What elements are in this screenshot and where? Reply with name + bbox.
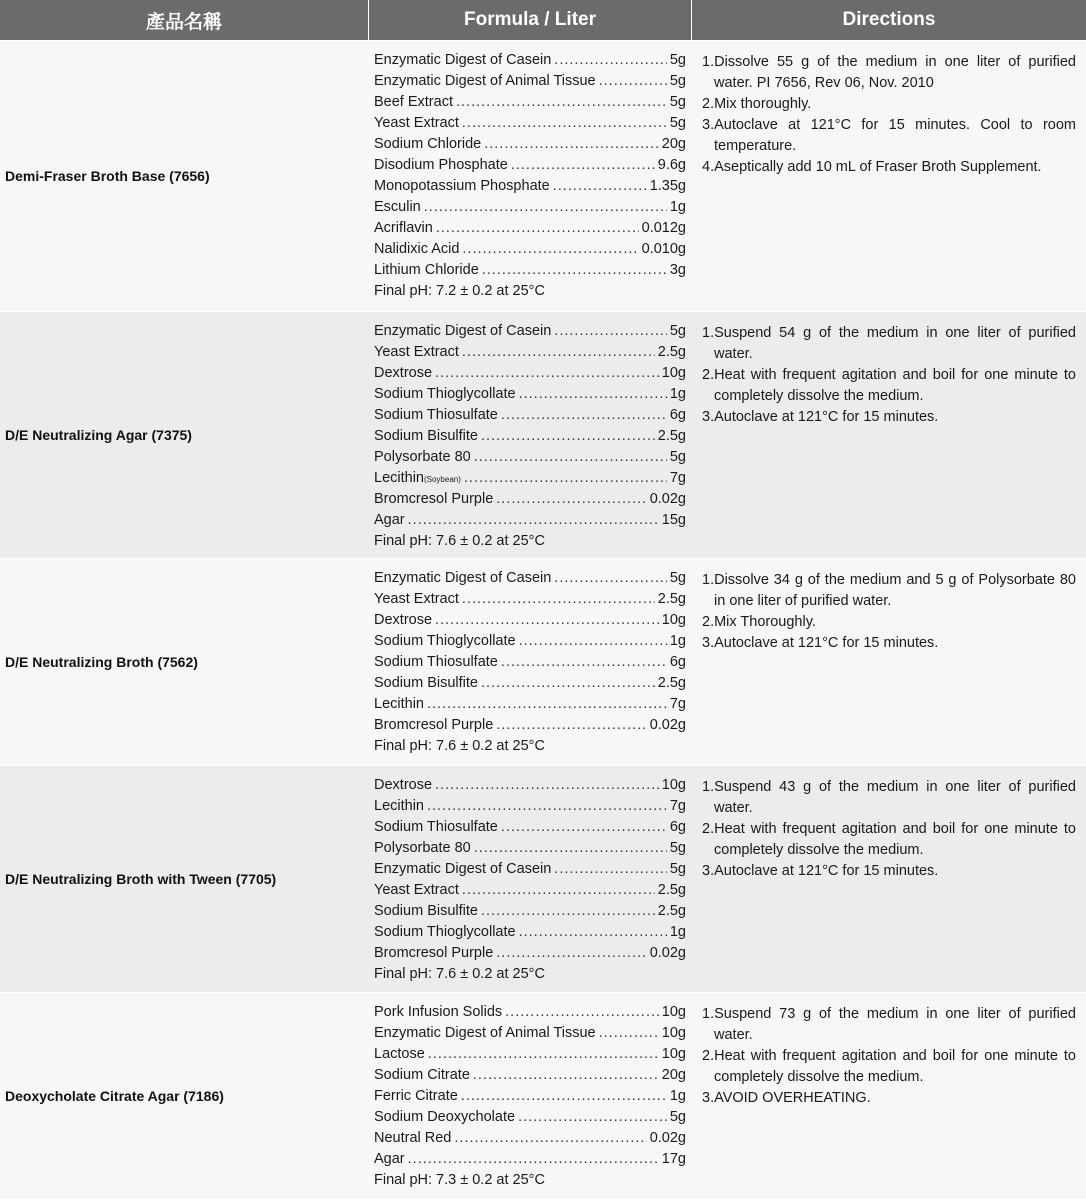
directions-list	[692, 312, 1086, 558]
ingredient-amount: 2.5g	[657, 675, 686, 691]
ingredient-name: Sodium Chloride	[374, 136, 482, 152]
formula-item	[374, 323, 686, 344]
ingredient-name: Esculin	[374, 199, 421, 215]
ingredient-name: Lactose	[374, 1046, 425, 1062]
formula-item	[374, 882, 686, 903]
ingredient-name: Lecithin(Soybean)	[374, 470, 461, 486]
ingredient-name: Lecithin	[374, 696, 424, 712]
direction-step: 3.Autoclave at 121°C for 15 minutes.	[702, 409, 939, 425]
table-row	[0, 559, 1086, 766]
ingredient-name: Enzymatic Digest of Casein	[374, 323, 552, 339]
formula-item	[374, 819, 686, 840]
ingredient-name: Yeast Extract	[374, 882, 459, 898]
formula-item	[374, 903, 686, 924]
formula-item	[374, 241, 686, 262]
ingredient-amount: 5g	[669, 323, 686, 339]
final-ph: Final pH: 7.2 ± 0.2 at 25°C	[374, 283, 545, 299]
formula-item	[374, 591, 686, 612]
ingredient-amount: 5g	[669, 840, 686, 856]
formula-item	[374, 1067, 686, 1088]
dot-leader	[481, 428, 655, 444]
direction-step: 3.Autoclave at 121°C for 15 minutes. Cool to room temperature.	[702, 117, 1076, 154]
ingredient-amount: 1g	[669, 386, 686, 402]
ingredient-amount: 0.02g	[649, 491, 686, 507]
formula-item	[374, 491, 686, 512]
ingredient-amount: 1.35g	[649, 178, 686, 194]
dot-leader	[518, 1109, 667, 1125]
dot-leader	[553, 178, 647, 194]
ingredient-name: Monopotassium Phosphate	[374, 178, 550, 194]
dot-leader	[474, 840, 667, 856]
formula-item	[374, 777, 686, 798]
ingredient-amount: 7g	[669, 798, 686, 814]
table-row	[0, 41, 1086, 312]
formula-item	[374, 924, 686, 945]
ingredient-amount: 5g	[669, 861, 686, 877]
ingredient-name: Sodium Thioglycollate	[374, 924, 516, 940]
dot-leader	[462, 115, 667, 131]
ingredient-name: Pork Infusion Solids	[374, 1004, 503, 1020]
formula-item	[374, 157, 686, 178]
dot-leader	[554, 52, 667, 68]
formula-item	[374, 1046, 686, 1067]
formula-item	[374, 1109, 686, 1130]
table-body	[0, 41, 1086, 1200]
ingredient-amount: 5g	[669, 115, 686, 131]
direction-step: 2.Mix Thoroughly.	[702, 614, 816, 630]
direction-step: 2.Heat with frequent agitation and boil for one minute to completely dissolve the medium.	[702, 1048, 1076, 1085]
dot-leader	[462, 591, 655, 607]
direction-step: 1.Suspend 43 g of the medium in one liter of purified water.	[702, 779, 1076, 816]
formula-item	[374, 945, 686, 966]
ingredient-amount: 5g	[669, 52, 686, 68]
ingredient-name: Enzymatic Digest of Casein	[374, 570, 552, 586]
ingredient-name: Bromcresol Purple	[374, 717, 494, 733]
ingredient-amount: 2.5g	[657, 903, 686, 919]
formula-item	[374, 633, 686, 654]
formula-item	[374, 220, 686, 241]
dot-leader	[408, 512, 659, 528]
ingredient-name: Agar	[374, 1151, 405, 1167]
ingredient-amount: 10g	[661, 612, 686, 628]
direction-step: 1.Suspend 54 g of the medium in one liter of purified water.	[702, 325, 1076, 362]
table-row	[0, 766, 1086, 993]
ingredient-amount: 6g	[669, 819, 686, 835]
formula-item	[374, 386, 686, 407]
dot-leader	[599, 1025, 659, 1041]
formula-item	[374, 52, 686, 73]
dot-leader	[435, 612, 659, 628]
directions-list	[692, 766, 1086, 992]
ingredient-amount: 0.012g	[641, 220, 686, 236]
ingredient-name: Yeast Extract	[374, 115, 459, 131]
ingredient-amount: 20g	[661, 1067, 686, 1083]
ingredient-amount: 20g	[661, 136, 686, 152]
ingredient-name: Sodium Thioglycollate	[374, 386, 516, 402]
dot-leader	[427, 798, 667, 814]
ingredient-name: Polysorbate 80	[374, 449, 471, 465]
dot-leader	[519, 386, 667, 402]
ingredient-name: Enzymatic Digest of Casein	[374, 52, 552, 68]
direction-step: 1.Dissolve 55 g of the medium in one liter of purified water. PI 7656, Rev 06, Nov. 2010	[702, 54, 1076, 91]
dot-leader	[554, 323, 667, 339]
ingredient-name: Sodium Thiosulfate	[374, 407, 498, 423]
ingredient-name: Agar	[374, 512, 405, 528]
formula-item	[374, 262, 686, 283]
dot-leader	[408, 1151, 659, 1167]
ingredient-amount: 1g	[669, 633, 686, 649]
formula-item	[374, 199, 686, 220]
ingredient-amount: 5g	[669, 73, 686, 89]
ingredient-name: Sodium Thiosulfate	[374, 654, 498, 670]
direction-step: 2.Heat with frequent agitation and boil for one minute to completely dissolve the medium.	[702, 367, 1076, 404]
dot-leader	[474, 449, 667, 465]
ingredient-name: Beef Extract	[374, 94, 453, 110]
header-product-name: 產品名稱	[0, 0, 369, 40]
direction-step: 2.Mix thoroughly.	[702, 96, 812, 112]
ingredient-amount: 0.02g	[649, 945, 686, 961]
direction-step: 4.Aseptically add 10 mL of Fraser Broth Supplement.	[702, 159, 1042, 175]
product-name: D/E Neutralizing Broth (7562)	[5, 654, 198, 670]
ingredient-name: Sodium Deoxycholate	[374, 1109, 516, 1125]
ingredient-amount: 5g	[669, 449, 686, 465]
ingredient-note: (Soybean)	[423, 475, 461, 484]
header-formula: Formula / Liter	[369, 0, 692, 40]
ingredient-name: Enzymatic Digest of Animal Tissue	[374, 73, 596, 89]
formula-item	[374, 94, 686, 115]
ingredient-amount: 0.02g	[649, 1130, 686, 1146]
direction-step: 1.Dissolve 34 g of the medium and 5 g of Polysorbate 80 in one liter of purified water.	[702, 572, 1076, 609]
dot-leader	[484, 136, 659, 152]
ingredient-name: Dextrose	[374, 612, 433, 628]
ingredient-name: Ferric Citrate	[374, 1088, 458, 1104]
ingredient-amount: 1g	[669, 199, 686, 215]
formula-item	[374, 1004, 686, 1025]
formula-list	[369, 993, 692, 1199]
formula-item	[374, 654, 686, 675]
dot-leader	[505, 1004, 659, 1020]
directions-list	[692, 41, 1086, 311]
ingredient-amount: 2.5g	[657, 591, 686, 607]
directions-list	[692, 993, 1086, 1199]
formula-item	[374, 696, 686, 717]
ingredient-name: Yeast Extract	[374, 344, 459, 360]
ingredient-amount: 10g	[661, 1046, 686, 1062]
ingredient-amount: 2.5g	[657, 344, 686, 360]
ingredient-amount: 17g	[661, 1151, 686, 1167]
ingredient-name: Dextrose	[374, 365, 433, 381]
formula-list	[369, 312, 692, 558]
dot-leader	[511, 157, 655, 173]
dot-leader	[462, 241, 638, 257]
formula-item	[374, 73, 686, 94]
ingredient-amount: 10g	[661, 365, 686, 381]
dot-leader	[496, 717, 646, 733]
dot-leader	[473, 1067, 659, 1083]
formula-item	[374, 570, 686, 591]
ingredient-amount: 3g	[669, 262, 686, 278]
table-header	[0, 0, 1086, 41]
dot-leader	[435, 777, 659, 793]
formula-item	[374, 136, 686, 157]
dot-leader	[482, 262, 667, 278]
formula-list	[369, 41, 692, 311]
ingredient-amount: 2.5g	[657, 882, 686, 898]
product-name: D/E Neutralizing Agar (7375)	[5, 427, 192, 443]
table-row	[0, 312, 1086, 559]
formula-item	[374, 840, 686, 861]
ingredient-name: Yeast Extract	[374, 591, 459, 607]
ingredient-amount: 9.6g	[657, 157, 686, 173]
ingredient-name: Sodium Thiosulfate	[374, 819, 498, 835]
ingredient-amount: 6g	[669, 407, 686, 423]
formula-item	[374, 512, 686, 533]
ingredient-name: Enzymatic Digest of Casein	[374, 861, 552, 877]
dot-leader	[456, 94, 667, 110]
final-ph: Final pH: 7.6 ± 0.2 at 25°C	[374, 738, 545, 754]
formula-item	[374, 1025, 686, 1046]
formula-list	[369, 559, 692, 765]
formula-item	[374, 1130, 686, 1151]
dot-leader	[462, 882, 655, 898]
dot-leader	[462, 344, 655, 360]
product-name: D/E Neutralizing Broth with Tween (7705)	[5, 871, 277, 887]
ingredient-name: Sodium Bisulfite	[374, 903, 478, 919]
ingredient-name: Sodium Citrate	[374, 1067, 470, 1083]
directions-list	[692, 559, 1086, 765]
direction-step: 2.Heat with frequent agitation and boil for one minute to completely dissolve the medium.	[702, 821, 1076, 858]
ingredient-name: Sodium Bisulfite	[374, 428, 478, 444]
formula-item	[374, 612, 686, 633]
ingredient-amount: 1g	[669, 924, 686, 940]
dot-leader	[436, 220, 639, 236]
dot-leader	[519, 924, 667, 940]
dot-leader	[427, 696, 667, 712]
dot-leader	[435, 365, 659, 381]
ingredient-amount: 5g	[669, 1109, 686, 1125]
formula-item	[374, 178, 686, 199]
formula-item	[374, 470, 686, 491]
ingredient-name: Sodium Thioglycollate	[374, 633, 516, 649]
formula-item	[374, 115, 686, 136]
ingredient-name: Lecithin	[374, 798, 424, 814]
ingredient-amount: 10g	[661, 1025, 686, 1041]
formula-item	[374, 407, 686, 428]
product-name: Demi-Fraser Broth Base (7656)	[5, 168, 210, 184]
formula-item	[374, 861, 686, 882]
dot-leader	[424, 199, 667, 215]
dot-leader	[461, 1088, 667, 1104]
formula-item	[374, 428, 686, 449]
formula-item	[374, 365, 686, 386]
dot-leader	[481, 903, 655, 919]
ingredient-amount: 1g	[669, 1088, 686, 1104]
ingredient-name: Nalidixic Acid	[374, 241, 460, 257]
formula-item	[374, 1088, 686, 1109]
table-row	[0, 993, 1086, 1200]
ingredient-amount: 10g	[661, 1004, 686, 1020]
dot-leader	[464, 470, 667, 486]
ingredient-amount: 5g	[669, 570, 686, 586]
formula-item	[374, 344, 686, 365]
dot-leader	[554, 861, 667, 877]
header-directions: Directions	[842, 9, 936, 30]
dot-leader	[501, 654, 667, 670]
dot-leader	[501, 407, 667, 423]
direction-step: 3.Autoclave at 121°C for 15 minutes.	[702, 863, 939, 879]
ingredient-amount: 7g	[669, 696, 686, 712]
ingredient-name: Dextrose	[374, 777, 433, 793]
ingredient-amount: 0.02g	[649, 717, 686, 733]
formula-item	[374, 675, 686, 696]
ingredient-amount: 7g	[669, 470, 686, 486]
dot-leader	[481, 675, 655, 691]
ingredient-name: Enzymatic Digest of Animal Tissue	[374, 1025, 596, 1041]
final-ph: Final pH: 7.6 ± 0.2 at 25°C	[374, 966, 545, 982]
ingredient-name: Acriflavin	[374, 220, 433, 236]
ingredient-amount: 2.5g	[657, 428, 686, 444]
formula-item	[374, 798, 686, 819]
formula-item	[374, 449, 686, 470]
dot-leader	[501, 819, 667, 835]
final-ph: Final pH: 7.6 ± 0.2 at 25°C	[374, 533, 545, 549]
ingredient-name: Disodium Phosphate	[374, 157, 508, 173]
ingredient-name: Sodium Bisulfite	[374, 675, 478, 691]
direction-step: 3.Autoclave at 121°C for 15 minutes.	[702, 635, 939, 651]
product-name: Deoxycholate Citrate Agar (7186)	[5, 1088, 224, 1104]
dot-leader	[599, 73, 667, 89]
formula-item	[374, 717, 686, 738]
dot-leader	[428, 1046, 659, 1062]
formula-item	[374, 1151, 686, 1172]
dot-leader	[554, 570, 667, 586]
direction-step: 1.Suspend 73 g of the medium in one liter of purified water.	[702, 1006, 1076, 1043]
ingredient-name: Bromcresol Purple	[374, 491, 494, 507]
ingredient-name: Neutral Red	[374, 1130, 452, 1146]
dot-leader	[496, 491, 646, 507]
dot-leader	[496, 945, 646, 961]
ingredient-name: Lithium Chloride	[374, 262, 479, 278]
ingredient-name: Polysorbate 80	[374, 840, 471, 856]
ingredient-amount: 0.010g	[641, 241, 686, 257]
final-ph: Final pH: 7.3 ± 0.2 at 25°C	[374, 1172, 545, 1188]
dot-leader	[519, 633, 667, 649]
direction-step: 3.AVOID OVERHEATING.	[702, 1090, 871, 1106]
ingredient-amount: 6g	[669, 654, 686, 670]
ingredient-amount: 5g	[669, 94, 686, 110]
ingredient-amount: 15g	[661, 512, 686, 528]
ingredient-name: Bromcresol Purple	[374, 945, 494, 961]
ingredient-amount: 10g	[661, 777, 686, 793]
formula-list	[369, 766, 692, 992]
dot-leader	[454, 1130, 646, 1146]
